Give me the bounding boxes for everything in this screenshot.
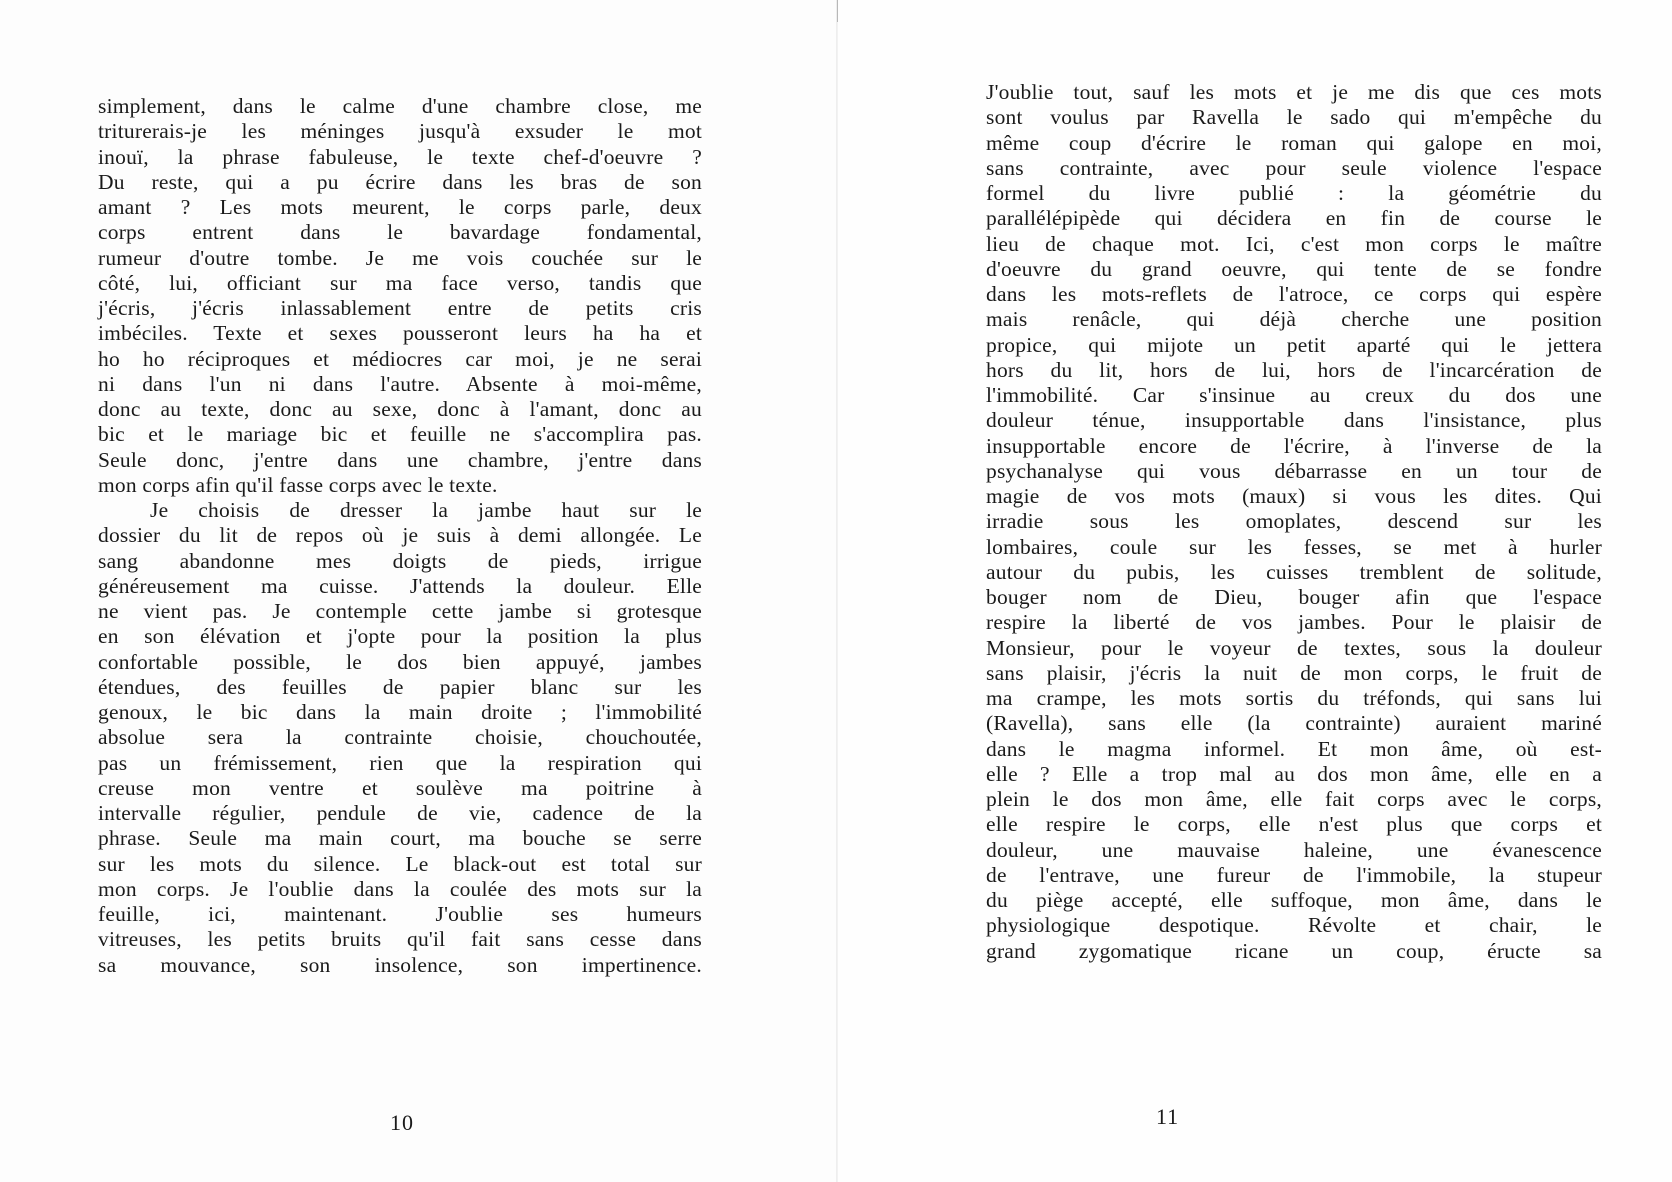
text-line: d'oeuvre du grand oeuvre, qui tente de se fondre bbox=[986, 256, 1602, 281]
text-line: confortable possible, le dos bien appuyé, jambes bbox=[98, 649, 702, 674]
text-line: magie de vos mots (maux) si vous les dites. Qui bbox=[986, 484, 1602, 508]
text-line: douleur ténue, insupportable dans l'insistance, plus bbox=[986, 408, 1602, 433]
text-line: côté, lui, officiant sur ma face verso, tandis que bbox=[98, 270, 702, 295]
text-line: propice, qui mijote un petit aparté qui le jettera bbox=[986, 332, 1602, 357]
text-line: psychanalyse qui vous débarrasse en un tour de bbox=[986, 458, 1602, 483]
text-line: sans plaisir, j'écris la nuit de mon corps, le fruit de bbox=[986, 660, 1602, 685]
text-line: creuse mon ventre et soulève ma poitrine à bbox=[98, 775, 702, 800]
text-line: Seule donc, j'entre dans une chambre, j'entre dans bbox=[98, 447, 702, 472]
text-line: feuille, ici, maintenant. J'oublie ses humeurs bbox=[98, 902, 702, 926]
text-line: sur les mots du silence. Le black-out est total sur bbox=[98, 851, 702, 876]
text-line: sang abandonne mes doigts de pieds, irrigue bbox=[98, 548, 702, 573]
text-line: formel du livre publié : la géométrie du bbox=[986, 181, 1602, 205]
text-line: elle respire le corps, elle n'est plus que corps et bbox=[986, 812, 1602, 837]
text-line: imbéciles. Texte et sexes pousseront leurs ha ha et bbox=[98, 321, 702, 346]
text-line: grand zygomatique ricane un coup, éructe sa bbox=[986, 938, 1602, 963]
text-line: j'écris, j'écris inlassablement entre de petits cris bbox=[98, 296, 702, 320]
text-line: genoux, le bic dans la main droite ; l'immobilité bbox=[98, 700, 702, 724]
text-line: dans le magma informel. Et mon âme, où est- bbox=[986, 736, 1602, 761]
text-line: physiologique despotique. Révolte et chair, le bbox=[986, 913, 1602, 938]
text-line: du piège accepté, elle suffoque, mon âme, dans le bbox=[986, 888, 1602, 912]
text-line: mon corps afin qu'il fasse corps avec le texte. bbox=[98, 472, 498, 497]
text-line: Du reste, qui a pu écrire dans les bras de son bbox=[98, 169, 702, 194]
text-line: inouï, la phrase fabuleuse, le texte chef-d'oeuvre ? bbox=[98, 144, 702, 169]
text-line: dossier du lit de repos où je suis à demi allongée. Le bbox=[98, 523, 702, 548]
text-line: elle ? Elle a trop mal au dos mon âme, elle en a bbox=[986, 761, 1602, 786]
text-line: sans contrainte, avec pour seule violence l'espace bbox=[986, 155, 1602, 180]
text-line: plein le dos mon âme, elle fait corps avec le corps, bbox=[986, 787, 1602, 811]
text-line: bouger nom de Dieu, bouger afin que l'espace bbox=[986, 585, 1602, 609]
text-line: en son élévation et j'opte pour la position la plus bbox=[98, 624, 702, 649]
text-line: sont voulus par Ravella le sado qui m'empêche du bbox=[986, 105, 1602, 130]
text-line: mon corps. Je l'oublie dans la coulée des mots sur la bbox=[98, 876, 702, 901]
text-line: autour du pubis, les cuisses tremblent de solitude, bbox=[986, 559, 1602, 584]
text-line: simplement, dans le calme d'une chambre close, me bbox=[98, 94, 702, 118]
right-page-text bbox=[986, 80, 1602, 964]
text-line: corps entrent dans le bavardage fondamental, bbox=[98, 220, 702, 245]
text-line: bic et le mariage bic et feuille ne s'accomplira pas. bbox=[98, 422, 702, 447]
text-line: l'immobilité. Car s'insinue au creux du dos une bbox=[986, 383, 1602, 407]
text-line: même coup d'écrire le roman qui galope en moi, bbox=[986, 130, 1602, 155]
text-line: ne vient pas. Je contemple cette jambe si grotesque bbox=[98, 599, 702, 623]
text-line: irradie sous les omoplates, descend sur les bbox=[986, 509, 1602, 534]
text-line: donc au texte, donc au sexe, donc à l'amant, donc au bbox=[98, 397, 702, 421]
text-line: J'oublie tout, sauf les mots et je me dis que ces mots bbox=[986, 80, 1602, 104]
text-line: sa mouvance, son insolence, son impertinence. bbox=[98, 952, 702, 977]
text-line: lombaires, coule sur les fesses, se met à hurler bbox=[986, 534, 1602, 559]
left-page-text bbox=[98, 94, 702, 978]
text-line: douleur, une mauvaise haleine, une évanescence bbox=[986, 837, 1602, 862]
text-line: Je choisis de dresser la jambe haut sur le bbox=[150, 498, 702, 522]
text-line: parallélépipède qui décidera en fin de course le bbox=[986, 206, 1602, 231]
text-line: intervalle régulier, pendule de vie, cadence de la bbox=[98, 801, 702, 825]
text-line: insupportable encore de l'écrire, à l'inverse de la bbox=[986, 433, 1602, 458]
text-line: mais renâcle, qui déjà cherche une position bbox=[986, 307, 1602, 332]
text-line: lieu de chaque mot. Ici, c'est mon corps le maître bbox=[986, 231, 1602, 256]
text-line: pas un frémissement, rien que la respiration qui bbox=[98, 750, 702, 775]
text-line: rumeur d'outre tombe. Je me vois couchée sur le bbox=[98, 245, 702, 270]
text-line: respire la liberté de vos jambes. Pour le plaisir de bbox=[986, 610, 1602, 635]
text-line: de l'entrave, une fureur de l'immobile, la stupeur bbox=[986, 862, 1602, 887]
page-number: 10 bbox=[390, 1110, 414, 1135]
page-number: 11 bbox=[1156, 1104, 1180, 1129]
text-line: ho ho réciproques et médiocres car moi, je ne serai bbox=[98, 346, 702, 371]
text-line: amant ? Les mots meurent, le corps parle, deux bbox=[98, 195, 702, 219]
text-line: ni dans l'un ni dans l'autre. Absente à moi-même, bbox=[98, 371, 702, 396]
text-line: absolue sera la contrainte choisie, chouchoutée, bbox=[98, 725, 702, 750]
right-page bbox=[838, 0, 1672, 1182]
text-line: phrase. Seule ma main court, ma bouche se serre bbox=[98, 826, 702, 851]
text-line: triturerais-je les méninges jusqu'à exsuder le mot bbox=[98, 119, 702, 144]
text-line: généreusement ma cuisse. J'attends la douleur. Elle bbox=[98, 573, 702, 598]
text-line: dans les mots-reflets de l'atroce, ce corps qui espère bbox=[986, 282, 1602, 306]
text-line: (Ravella), sans elle (la contrainte) auraient mariné bbox=[986, 711, 1602, 736]
text-line: étendues, des feuilles de papier blanc sur les bbox=[98, 674, 702, 699]
text-line: Monsieur, pour le voyeur de textes, sous la douleur bbox=[986, 635, 1602, 660]
text-line: ma crampe, les mots sortis du tréfonds, qui sans lui bbox=[986, 686, 1602, 710]
text-line: hors du lit, hors de lui, hors de l'incarcération de bbox=[986, 357, 1602, 382]
text-line: vitreuses, les petits bruits qu'il fait sans cesse dans bbox=[98, 927, 702, 952]
